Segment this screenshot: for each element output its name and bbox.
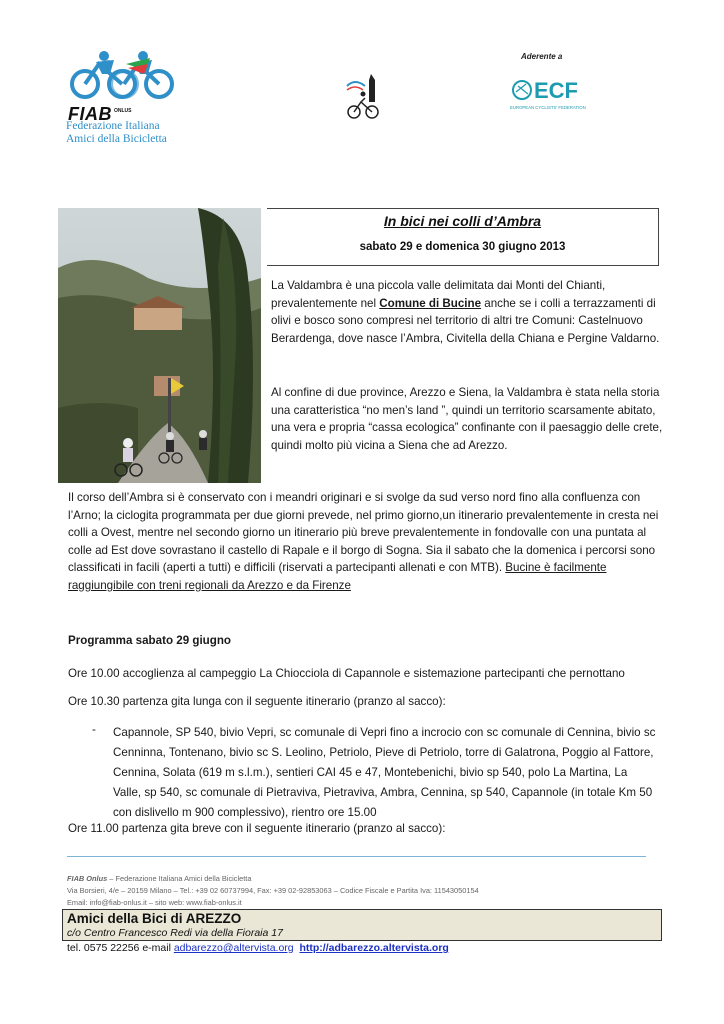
event-dates: sabato 29 e domenica 30 giugno 2013 (359, 241, 566, 253)
footer-fiab-bold: FIAB Onlus (67, 874, 108, 883)
p1-text-b: anche se i colli a terrazzamenti di olivi e bosco sono compresi nel territorio di altri tre Comuni: Castelnuovo Berardenga, dove nasce l’Ambra, Civitella della Chiana e Pergine Valdarno. (271, 296, 660, 345)
event-photo-cyclists-on-country-road (58, 208, 261, 483)
schedule-line-1: Ore 10.00 accoglienza al campeggio La Chiocciola di Capannole e sistemazione partecipanti che pernottano (68, 667, 625, 680)
event-title: In bici nei colli d’Ambra (383, 213, 542, 229)
fiab-wordmark: FIAB (68, 104, 112, 124)
footer-email-web: Email: info@fiab-onlus.it – sito web: www.fiab-onlus.it (67, 898, 242, 907)
fiab-name-line1: Federazione Italiana (66, 120, 160, 132)
club-contact-line (67, 942, 449, 954)
paragraph-route-description (68, 489, 660, 595)
ecf-full-text: EUROPEAN CYCLISTS' FEDERATION (510, 105, 586, 110)
paragraph-intro (271, 277, 663, 347)
footer-address: Via Borsieri, 4/e – 20159 Milano – Tel.: +39 02 60737994, Fax: +39 02-92853063 – Codice Fiscale e Partita Iva: 11543050154 (67, 886, 479, 895)
train-access-link[interactable]: Bucine è facilmente raggiungibile con treni regionali da Arezzo e da Firenze (68, 561, 607, 592)
club-name: Amici della Bici di AREZZO (67, 911, 242, 926)
comune-di-bucine-link[interactable]: Comune di Bucine (379, 296, 482, 310)
p3-text-a: Il corso dell’Ambra si è conservato con i meandri originari e si svolge da sud verso nord fino alla confluenza con l’Arno; la ciclogita programmata per due giorni prevede, nel primo giorno,un itinerario prevalentemente in cresta nei colli a Ovest, mentre nel secondo giorno un itinerario più breve prevalentemente in fondovalle con una puntata al colle ad Est dove sovrastano il castello di Rapale e il borgo di Sogna. Sia il sabato che la domenica i percorsi sono classificati in facili (aperti a tutti) e difficili (riservati a partecipanti allenati e con MTB). (68, 491, 659, 575)
fiab-onlus-label: ONLUS (114, 108, 132, 114)
footer-fiab-rest: – Federazione Italiana Amici della Bicicletta (107, 874, 252, 883)
paragraph-history: Al confine di due province, Arezzo e Siena, la Valdambra è stata nella storia una caratteristica “no men’s land ”, quindi un territorio scarsamente abitato, una vera e propria “cassa ecologica” confinante con il paesaggio delle crete, quindi molto più vicina a Siena che ad Arezzo. (271, 386, 663, 452)
fiab-name-line2: Amici della Bicicletta (66, 133, 167, 145)
aderente-label: Aderente a (521, 52, 563, 61)
club-website-link[interactable]: http://adbarezzo.altervista.org (299, 942, 449, 954)
local-club-logo (345, 72, 385, 122)
itinerary-list-item: Capannole, SP 540, bivio Vepri, sc comunale di Vepri fino a incrocio con sc comunale di Cennina, bivio sc Cenninna, Tontenano, bivio sc S. Leolino, Petriolo, Pieve di Petriolo, torre di Galatrona, Poggio al Fattore, Cennina, Solata (619 m s.l.m.), sentieri CAI 45 e 47, Montebenichi, bivio sp 540, polo La Martina, La Valle, sp 540, sc comunale di Pietraviva, Pietraviva, Ambra, Cennina, sp 540, Capannole (in totale Km 50 con dislivello m 900 complessivo), rientro ore 15.00 (113, 726, 656, 820)
footer-fiab-line (67, 873, 251, 885)
ecf-logo (508, 76, 598, 112)
schedule-line-3: Ore 11.00 partenza gita breve con il seguente itinerario (pranzo al sacco): (68, 822, 446, 835)
p1-text-a: La Valdambra è una piccola valle delimitata dai Monti del Chianti, prevalentemente nel (271, 279, 606, 310)
list-dash: - (92, 723, 96, 736)
ecf-name-text: ECF (534, 78, 578, 103)
program-heading: Programma sabato 29 giugno (68, 634, 231, 647)
club-address: c/o Centro Francesco Redi via della Fioraia 17 (67, 927, 283, 939)
club-email-link[interactable]: adbarezzo@altervista.org (173, 942, 294, 954)
footer-divider (67, 856, 646, 857)
fiab-full-name (66, 120, 167, 146)
schedule-line-2: Ore 10.30 partenza gita lunga con il seguente itinerario (pranzo al sacco): (68, 695, 446, 708)
club-tel: tel. 0575 22256 e-mail (67, 942, 174, 954)
